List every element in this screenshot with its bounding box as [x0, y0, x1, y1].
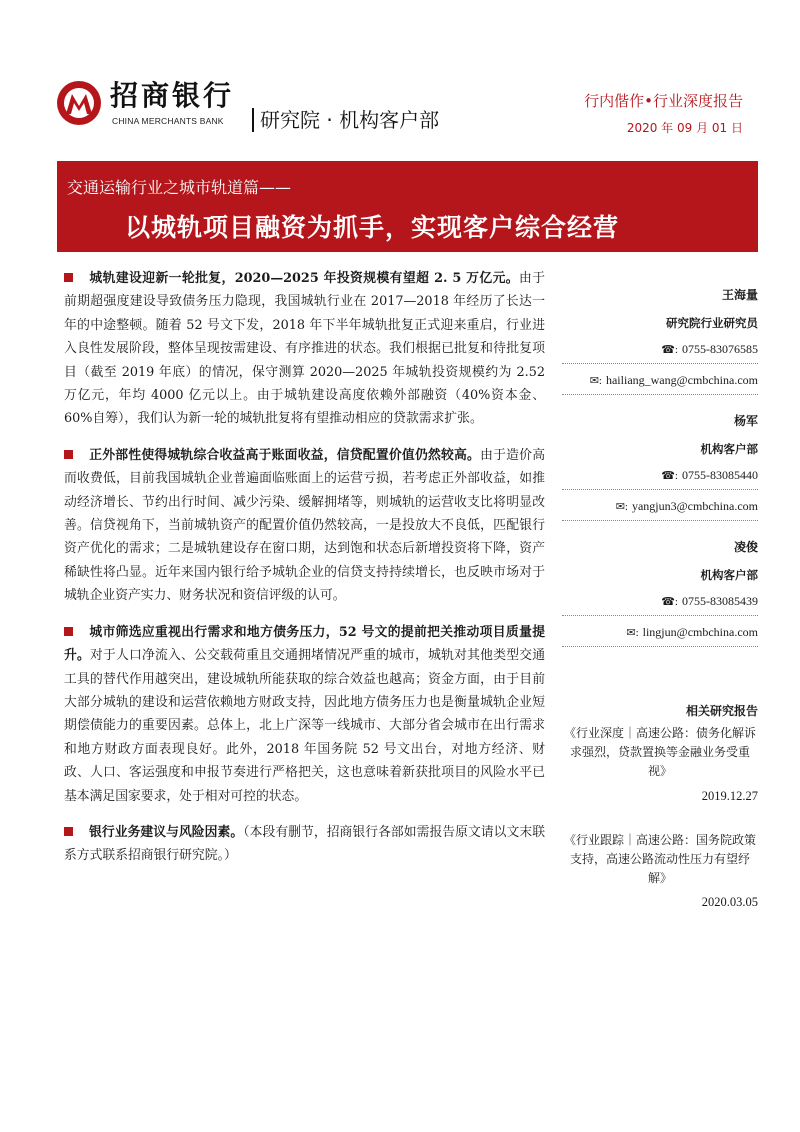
- analyst-email[interactable]: ✉: lingjun@cmbchina.com: [626, 625, 758, 639]
- phone-icon: ☎:: [661, 470, 678, 482]
- bullet-square-icon: [64, 450, 73, 459]
- analyst-title: 研究院行业研究员: [666, 316, 758, 330]
- summary-paragraph: [64, 821, 545, 868]
- paragraph-text: 对于人口净流入、公交载荷重且交通拥堵情况严重的城市，城轨对其他类型交通工具的替代作用越突出，建设城轨所能获取的综合效益也越高；资金方面，由于目前大部分城轨的建设和运营依赖地方财政支持，因此地方债务压力也是衡量城轨企业短期偿债能力的重要因素。总体上，北上广深等一线城市、大部分省会城市在出行需求和地方财政方面表现良好。此外，2018 年国务院 52 号文出台，对地方经济、财政、人口、客运强度和申报节奏进行严格把关，这也意味着新获批项目的风险水平已基本满足国家要求，处于相对可控的状态。: [64, 648, 546, 804]
- analyst-phone: ☎: 0755-83085440: [661, 468, 758, 482]
- paragraph-lead: 城轨建设迎新一轮批复，2020—2025 年投资规模有望超 2. 5 万亿元。: [89, 271, 519, 286]
- cmb-logo-icon: [56, 80, 102, 126]
- related-report-title[interactable]: 《行业跟踪｜高速公路：国务院政策支持，高速公路流动性压力有望纾解》: [563, 833, 756, 885]
- title-banner: [57, 161, 758, 252]
- paragraph-text: 由于造价高而收费低，目前我国城轨企业普遍面临账面上的运营亏损，若考虑正外部收益，如推动经济增长、节约出行时间、减少污染、缓解拥堵等，则城轨的运营收支比将明显改善。信贷视角下，当前城轨资产的配置价值仍然较高，一是投放大不良低，匹配银行资产优化的需求；二是城轨建设存在窗口期，达到饱和状态后新增投资将下降，资产稀缺性将凸显。近年来国内银行给予城轨企业的信贷支持持续增长，也反映市场对于城轨企业资产实力、财务状况和资信评级的认可。: [64, 447, 546, 604]
- summary-body: [64, 267, 545, 881]
- bullet-square-icon: [64, 627, 73, 636]
- analyst-title: 机构客户部: [700, 568, 758, 582]
- analyst-email[interactable]: ✉: hailiang_wang@cmbchina.com: [589, 373, 758, 387]
- bullet-square-icon: [64, 827, 73, 836]
- summary-paragraph: [64, 621, 545, 808]
- report-type: 行内偕作•行业深度报告: [584, 92, 743, 110]
- paragraph-lead: 城市筛选应重视出行需求和地方债务压力，52 号文的提前把关推动项目质量提升。: [64, 624, 545, 664]
- analyst-email[interactable]: ✉: yangjun3@cmbchina.com: [615, 499, 758, 513]
- bank-name-cn: 招商银行: [110, 79, 235, 112]
- summary-paragraph: [64, 444, 545, 608]
- analyst-name: 凌俊: [733, 540, 758, 554]
- bullet-square-icon: [64, 273, 73, 282]
- phone-icon: ☎:: [661, 596, 678, 608]
- email-icon: ✉:: [589, 375, 602, 387]
- paragraph-lead: 正外部性使得城轨综合收益高于账面收益，信贷配置价值仍然较高。: [89, 447, 481, 463]
- paragraph-text: 由于前期超强度建设导致债务压力隐现，我国城轨行业在 2017—2018 年经历了长达一年的中途整顿。随着 52 号文下发，2018 年下半年城轨批复正式迎来重启，行业进入良性发展阶段，整体呈现按需建设、有序推进的状态。我们根据已批复和待批复项目（截至 2019 年底）的情况，保守测算 2020—2025 年城轨投资规模约为 2.52 万亿元，年均 4000 亿元以上。由于城轨建设高度依赖外部融资（40%资本金、60%自筹），我们认为新一轮的城轨批复将有望推动相应的贷款需求扩张。: [64, 271, 545, 427]
- report-date: 2020 年 09 月 01 日: [626, 121, 743, 135]
- phone-icon: ☎:: [661, 344, 678, 356]
- department-label: 研究院 · 机构客户部: [260, 108, 440, 132]
- analyst-name: 王海量: [721, 288, 758, 302]
- report-title: 以城轨项目融资为抓手，实现客户综合经营: [125, 213, 620, 242]
- related-report-date: 2020.03.05: [701, 895, 758, 909]
- related-reports-heading: 相关研究报告: [685, 704, 758, 718]
- analyst-name: 杨军: [733, 414, 758, 428]
- analyst-phone: ☎: 0755-83085439: [661, 594, 758, 608]
- report-subtitle: 交通运输行业之城市轨道篇——: [67, 178, 292, 197]
- analyst-phone: ☎: 0755-83076585: [661, 342, 758, 356]
- email-icon: ✉:: [626, 627, 639, 639]
- summary-paragraph: [64, 267, 545, 431]
- analyst-sidebar: [562, 267, 758, 647]
- analyst-title: 机构客户部: [700, 442, 758, 456]
- header-divider: [252, 108, 254, 132]
- paragraph-lead: 银行业务建议与风险因素。: [89, 824, 244, 840]
- related-report-title[interactable]: 《行业深度｜高速公路：债务化解诉求强烈，贷款置换等金融业务受重视》: [563, 726, 756, 778]
- related-report-date: 2019.12.27: [701, 789, 758, 803]
- paragraph-text: （本段有删节，招商银行各部如需报告原文请以文末联系方式联系招商银行研究院。）: [64, 824, 546, 864]
- email-icon: ✉:: [615, 501, 628, 513]
- bank-name-en: CHINA MERCHANTS BANK: [112, 116, 224, 126]
